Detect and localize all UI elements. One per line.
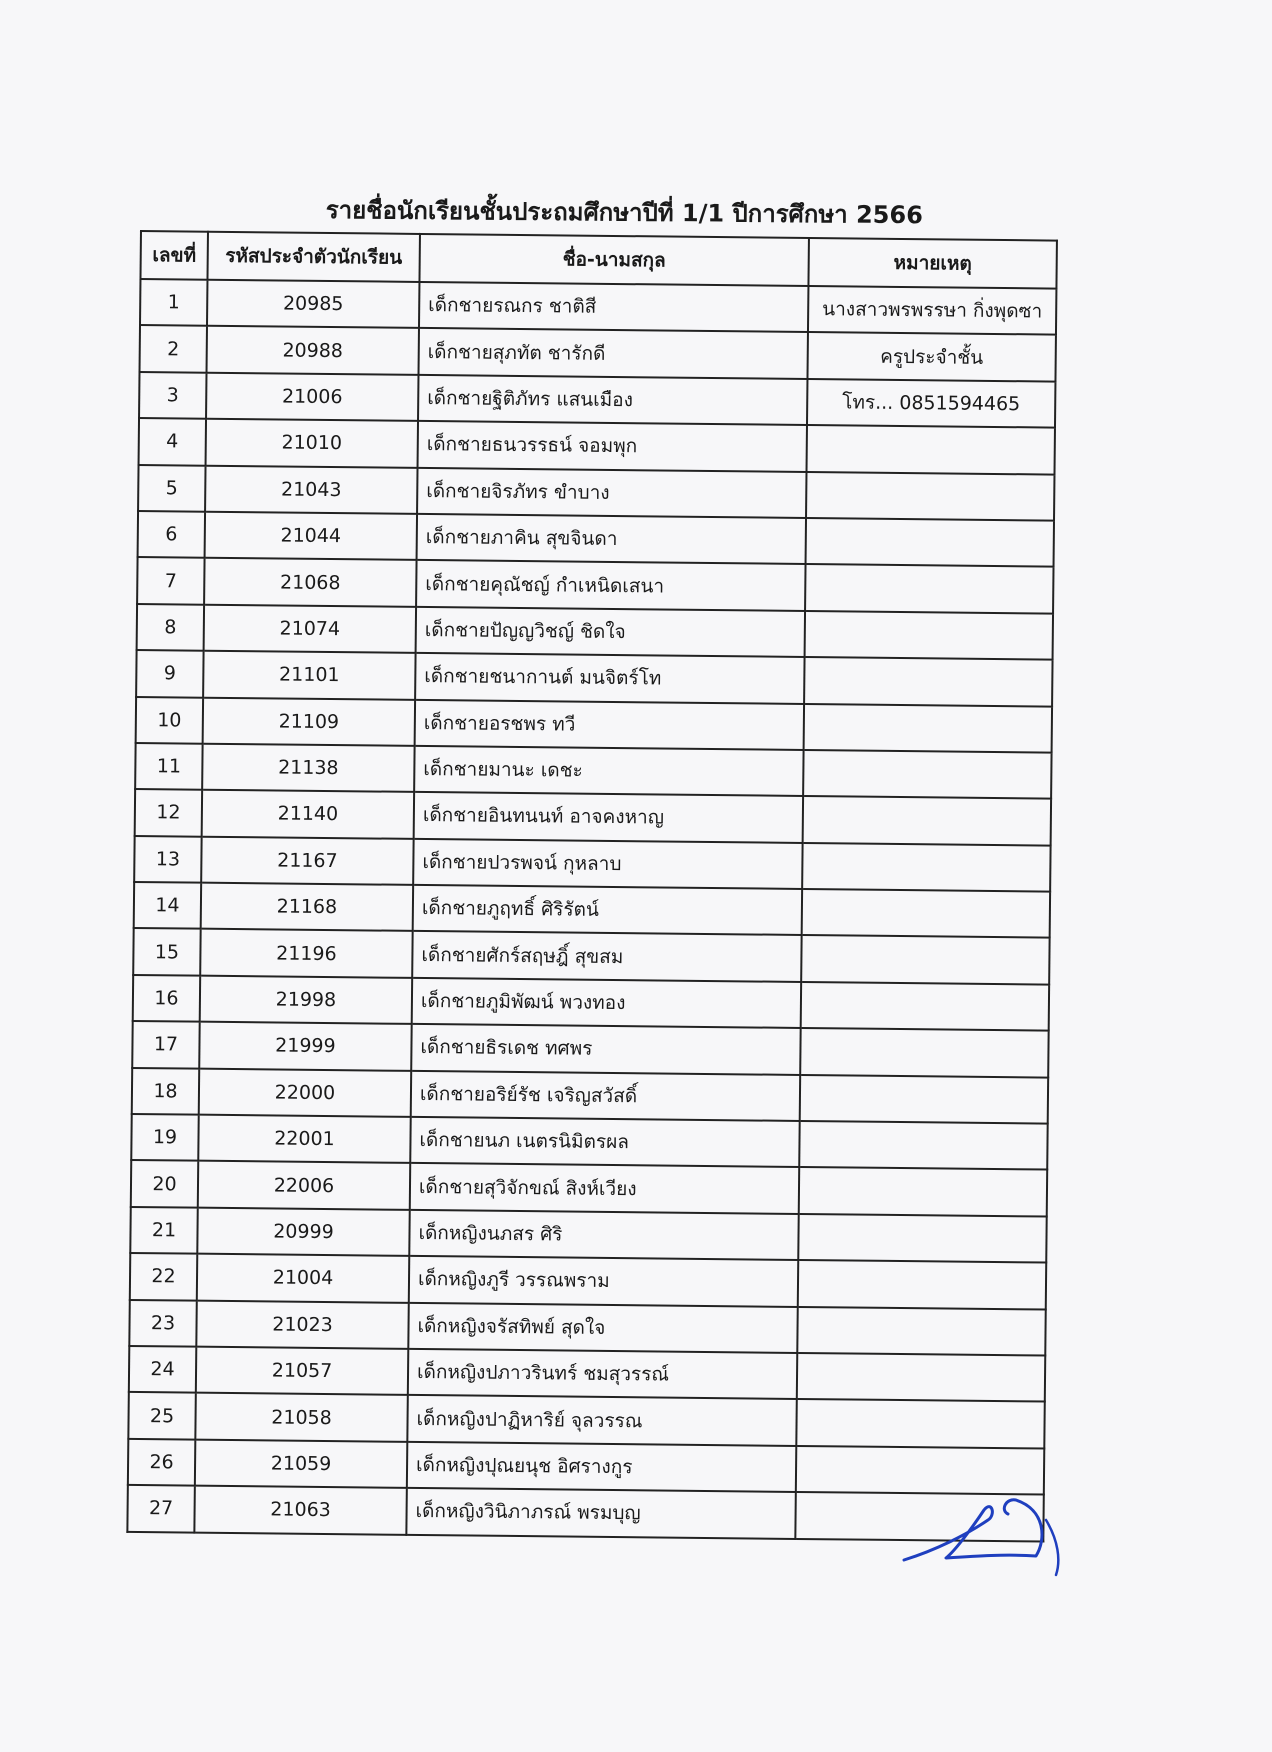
cell-student-id: 21167 [201,836,413,885]
cell-number: 27 [127,1485,194,1532]
cell-remark [804,657,1052,706]
cell-full-name: เด็กชายรณกร ชาติสี [419,282,808,332]
cell-number: 3 [139,372,206,419]
cell-number: 15 [133,928,200,975]
cell-number: 16 [133,975,200,1022]
cell-number: 22 [130,1253,197,1300]
cell-student-id: 21074 [204,604,416,653]
column-header-student-id: รหัสประจำตัวนักเรียน [207,232,419,282]
cell-full-name: เด็กชายธนวรรธน์ จอมพุก [418,421,807,471]
cell-remark [806,518,1054,567]
cell-student-id: 21043 [205,465,417,514]
cell-full-name: เด็กหญิงปุณยนุช อิศรางกูร [407,1442,796,1492]
cell-number: 2 [140,325,207,372]
cell-full-name: เด็กชายศักร์สฤษฎิ์ สุขสม [412,931,801,981]
cell-student-id: 20985 [207,280,419,329]
cell-full-name: เด็กชายฐิติภัทร แสนเมือง [418,375,807,425]
cell-number: 18 [132,1068,199,1115]
cell-student-id: 21068 [204,558,416,607]
table-body [127,279,1056,1541]
document-title: รายชื่อนักเรียนชั้นประถมศึกษาปีที่ 1/1 ปีการศึกษา 2566 [325,195,923,230]
cell-remark [803,750,1051,799]
cell-student-id: 21004 [197,1254,409,1303]
cell-full-name: เด็กหญิงภูรี วรรณพราม [409,1256,798,1306]
cell-number: 12 [135,789,202,836]
cell-remark [803,796,1051,845]
cell-full-name: เด็กชายปัญญวิชญ์ ชิดใจ [416,607,805,657]
cell-number: 25 [128,1392,195,1439]
cell-remark: โทร... 0851594465 [807,379,1055,428]
cell-remark [804,703,1052,752]
cell-number: 20 [131,1160,198,1207]
cell-student-id: 20999 [197,1207,409,1256]
cell-remark [802,843,1050,892]
cell-full-name: เด็กชายอินทนนท์ อาจคงหาญ [414,792,803,842]
cell-number: 9 [136,650,203,697]
cell-full-name: เด็กชายภูมิพัฒน์ พวงทอง [412,978,801,1028]
cell-remark [802,889,1050,938]
cell-student-id: 22001 [198,1115,410,1164]
cell-number: 23 [129,1300,196,1347]
column-header-number: เลขที่ [140,231,207,280]
cell-student-id: 21168 [201,883,413,932]
cell-remark [801,982,1049,1031]
signature-icon [896,1480,1066,1580]
cell-remark: ครูประจำชั้น [807,332,1055,381]
cell-number: 17 [132,1021,199,1068]
cell-remark [798,1214,1046,1263]
cell-student-id: 21196 [200,929,412,978]
cell-remark [798,1260,1046,1309]
cell-student-id: 21057 [196,1347,408,1396]
cell-full-name: เด็กหญิงปาฏิหาริย์ จุลวรรณ [407,1395,796,1445]
cell-remark [797,1353,1045,1402]
cell-number: 14 [134,882,201,929]
cell-student-id: 21059 [195,1439,407,1488]
cell-full-name: เด็กชายภาคิน สุขจินดา [417,514,806,564]
cell-full-name: เด็กชายจิรภัทร ขำบาง [417,467,806,517]
cell-number: 5 [138,465,205,512]
cell-number: 6 [138,511,205,558]
cell-student-id: 21140 [202,790,414,839]
cell-student-id: 21044 [205,512,417,561]
cell-remark [805,564,1053,613]
cell-number: 19 [131,1114,198,1161]
cell-remark [805,611,1053,660]
cell-full-name: เด็กชายชนากานต์ มนจิตร์โท [415,653,804,703]
cell-student-id: 21138 [202,744,414,793]
cell-full-name: เด็กหญิงปภาวรินทร์ ชมสุวรรณ์ [408,1349,797,1399]
cell-full-name: เด็กชายสุภทัต ชารักดี [418,328,807,378]
column-header-remark: หมายเหตุ [808,238,1056,289]
cell-remark [799,1121,1047,1170]
cell-student-id: 22006 [198,1161,410,1210]
cell-student-id: 21010 [206,419,418,468]
cell-full-name: เด็กชายอรชพร ทวี [415,699,804,749]
cell-full-name: เด็กหญิงนภสร ศิริ [409,1210,798,1260]
cell-student-id: 21023 [196,1300,408,1349]
cell-number: 7 [137,557,204,604]
student-table [126,230,1058,1542]
cell-number: 24 [129,1346,196,1393]
cell-number: 11 [135,743,202,790]
cell-student-id: 22000 [199,1068,411,1117]
cell-student-id: 21998 [200,976,412,1025]
cell-student-id: 21101 [203,651,415,700]
cell-full-name: เด็กชายอริย์รัช เจริญสวัสดิ์ [411,1071,800,1121]
cell-full-name: เด็กชายปวรพจน์ กุหลาบ [413,839,802,889]
cell-remark [800,1075,1048,1124]
cell-number: 10 [136,697,203,744]
cell-student-id: 20988 [207,326,419,375]
student-table-wrapper [126,230,1056,1542]
cell-number: 1 [140,279,207,326]
cell-number: 26 [128,1439,195,1486]
cell-student-id: 21006 [206,372,418,421]
cell-full-name: เด็กชายมานะ เดชะ [414,746,803,796]
cell-student-id: 21058 [195,1393,407,1442]
cell-remark [796,1399,1044,1448]
cell-full-name: เด็กชายนภ เนตรนิมิตรผล [410,1117,799,1167]
cell-full-name: เด็กชายภูฤทธิ์ ศิริรัตน์ [413,885,802,935]
cell-remark [806,472,1054,521]
cell-full-name: เด็กชายคุณัชญ์ กำเหนิดเสนา [416,560,805,610]
cell-student-id: 21109 [203,697,415,746]
cell-number: 8 [137,604,204,651]
cell-full-name: เด็กชายสุวิจักขณ์ สิงห์เวียง [410,1163,799,1213]
cell-number: 21 [130,1207,197,1254]
cell-student-id: 21063 [194,1486,406,1535]
cell-remark: นางสาวพรพรรษา กิ่งพุดซา [808,286,1056,335]
cell-number: 4 [139,418,206,465]
cell-remark [797,1307,1045,1356]
column-header-full-name: ชื่อ-นามสกุล [419,234,808,286]
cell-student-id: 21999 [199,1022,411,1071]
cell-remark [800,1028,1048,1077]
cell-remark [801,935,1049,984]
cell-full-name: เด็กหญิงวินิภาภรณ์ พรมบุญ [406,1488,795,1538]
cell-full-name: เด็กชายธิรเดช ทศพร [411,1024,800,1074]
cell-full-name: เด็กหญิงจรัสทิพย์ สุดใจ [408,1302,797,1352]
cell-remark [807,425,1055,474]
cell-remark [799,1167,1047,1216]
cell-number: 13 [134,836,201,883]
